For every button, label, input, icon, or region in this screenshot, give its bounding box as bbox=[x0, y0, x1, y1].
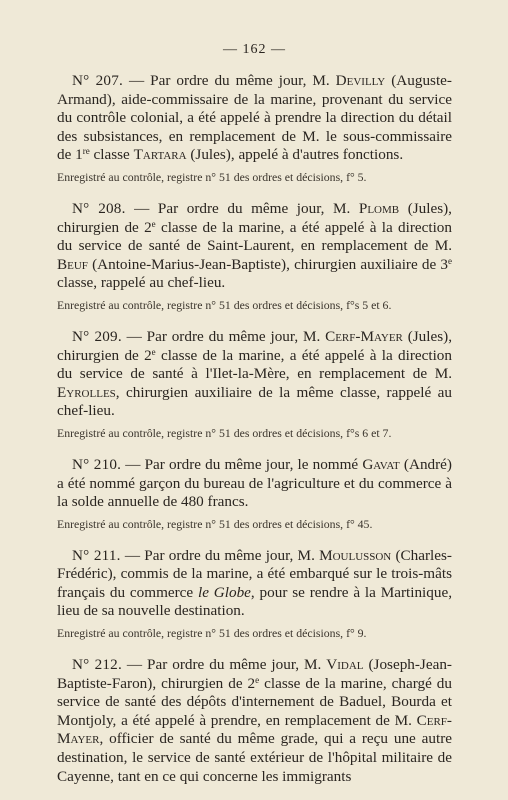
person-name: Tartara bbox=[133, 146, 187, 164]
entry-number: N° 209. bbox=[72, 327, 122, 345]
entry-208 bbox=[57, 200, 452, 313]
person-name: Gavat bbox=[362, 455, 400, 473]
entry-number: N° 208. bbox=[72, 199, 126, 217]
registration-note: Enregistré au contrôle, registre n° 51 des ordres et décisions, f°s 6 et 7. bbox=[57, 425, 392, 440]
entry-text: N° 212. — Par ordre du même jour, M. Vidal (Joseph-Jean-Baptiste-Faron), chirurgien de 2e classe de la marine, chargé du service de santé des dépôts d'internement de Baduel, Bourda et Montjoly, a été appelé à prendre, en remplacement de M. Cerf-Mayer, officier de santé du même grade, qui a reçu une autre destination, le service de santé extérieur de l'hôpital militaire de Cayenne, tant en ce qui concerne les immigrants bbox=[57, 656, 452, 785]
entry-210 bbox=[57, 456, 452, 532]
entry-211 bbox=[57, 547, 452, 641]
entry-text: N° 208. — Par ordre du même jour, M. Plomb (Jules), chirurgien de 2e classe de la marine, a été appelé à la direction du service de santé de Saint-Laurent, en remplacement de M. Beuf (Antoine-Marius-Jean-Baptiste), chirurgien auxiliaire de 3e classe, rappelé au chef-lieu. bbox=[57, 199, 452, 292]
person-name: Vidal bbox=[326, 656, 364, 674]
entry-text: N° 211. — Par ordre du même jour, M. Moulusson (Charles-Frédéric), commis de la marine, a été embarqué sur le trois-mâts français du commerce le Globe, pour se rendre à la Martinique, lieu de sa nouvelle destination. bbox=[57, 546, 452, 620]
entry-212 bbox=[57, 656, 452, 786]
entry-number: N° 210. bbox=[72, 455, 122, 473]
entry-number: N° 211. bbox=[72, 546, 121, 564]
person-name: Devilly bbox=[335, 72, 386, 89]
person-name: Beuf bbox=[57, 255, 88, 273]
registration-note: Enregistré au contrôle, registre n° 51 des ordres et décisions, f° 5. bbox=[57, 169, 367, 184]
entry-number: N° 207. bbox=[72, 72, 124, 89]
person-name: Cerf-Mayer bbox=[325, 327, 403, 345]
registration-note: Enregistré au contrôle, registre n° 51 des ordres et décisions, f°s 5 et 6. bbox=[57, 297, 392, 312]
entry-207 bbox=[57, 72, 452, 185]
entry-text: N° 210. — Par ordre du même jour, le nommé Gavat (André) a été nommé garçon du bureau de l'agriculture et du commerce à la solde annuelle de 480 francs. bbox=[57, 455, 452, 511]
entry-number: N° 212. bbox=[72, 656, 122, 674]
page-number: — 162 — bbox=[223, 42, 286, 57]
registration-note: Enregistré au contrôle, registre n° 51 des ordres et décisions, f° 45. bbox=[57, 516, 373, 531]
ship-name: le Globe bbox=[198, 583, 251, 601]
person-name: Cerf-Mayer bbox=[57, 711, 452, 748]
entry-text: N° 207. — Par ordre du même jour, M. Devilly (Auguste-Armand), aide-commissaire de la marine, provenant du service du contrôle colonial, a été appelé à prendre la direction du détail des subsistances, en remplacement de M. le sous-commissaire de 1re classe Tartara (Jules), appelé à d'autres fonctions. bbox=[57, 72, 452, 164]
entry-text: N° 209. — Par ordre du même jour, M. Cerf-Mayer (Jules), chirurgien de 2e classe de la marine, a été appelé à la direction du service de santé à l'Ilet-la-Mère, en remplacement de M. Eyrolles, chirurgien auxiliaire de la même classe, rappelé au chef-lieu. bbox=[57, 327, 452, 420]
person-name: Eyrolles bbox=[57, 383, 116, 401]
entry-209 bbox=[57, 328, 452, 441]
person-name: Moulusson bbox=[319, 546, 392, 564]
person-name: Plomb bbox=[358, 199, 400, 217]
registration-note: Enregistré au contrôle, registre n° 51 des ordres et décisions, f° 9. bbox=[57, 626, 367, 641]
